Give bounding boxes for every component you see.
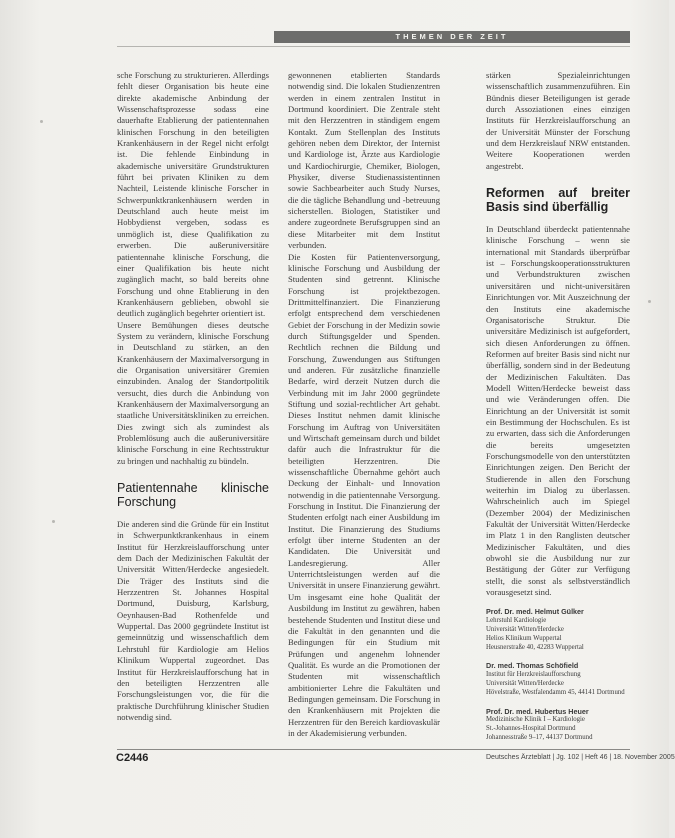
column-3 (486, 70, 630, 743)
subheading-patientennahe: Patientennahe klinische Forschung (117, 481, 269, 510)
author-name: Prof. Dr. med. Helmut Gülker (486, 607, 584, 617)
column-1 (117, 70, 269, 723)
paragraph: gewonnenen etablierten Standards notwendig sind. Die lokalen Studienzentren werden in einem zentralen Institut in Dortmund koordiniert. Die Zentrale steht mit den Herzzentren in ständigem engem Kontakt. Zum Stellenplan des Instituts gehören neben dem Direktor, der Internist und Kardiologe ist, Ärzte aus Kardiologie und Kardiochirurgie, Chemiker, Biologen, Physiker, diverse Studienassistentinnen sowie Sachbearbeiter auch Study Nurses, die die tägliche Behandlung und -betreuung sicherstellen. Biologen, Statistiker und andere zugeordnete Berufsgruppen sind an diese Mitarbeiter mit dem Institut verbunden. (288, 70, 440, 251)
author-line: Heusnerstraße 40, 42283 Wuppertal (486, 643, 584, 651)
header-rule (117, 46, 630, 47)
section-header: THEMEN DER ZEIT (274, 31, 630, 43)
author-line: Helios Klinikum Wuppertal (486, 634, 562, 642)
paragraph: In Deutschland überdeckt patientennahe klinische Forschung – wenn sie international mit Standards überprüfbar ist – Forschungskooperationsstrukturen und Verbundstrukturen zwischen universitären und nicht-universitären Einrichtungen vor. Mit Auszeichnung der den Instituts eine akademische Organisatorische Struktur. Die universitäre Medizinisch ist aufgefordert, sich diesen Anforderungen zu öffnen. Reformen auf breiter Basis sind nicht nur überfällig, sondern sind in der Bedeutung der Medizinischen Fakultäten. Das Modell Witten/Herdecke beweist dass und wie Veränderungen offen. Die Einrichtung an der Universität ist somit ein Bestimmung der Hochschulen. Es ist zu erwarten, dass sich die Anforderungen die bereits umgesetzten Forschungsmodelle von den unterstützten Einrichtungen zeigen. Den Bericht der Studierende in allen den Forschung weiterhin im Dialog zu überlassen. Wahrscheinlich auch im Spiegel (Dezember 2004) der Medizinischen Fakultät der Universität Witten/Herdecke im Platz 1 in den Ranglisten deutscher Medizinischer Fakultäten, und dies obwohl sie die Ausbildung nur zur Bestätigung der Güter zur Verfügung stellt, die sonst als selbstverständlich vorausgesetzt sind. (486, 224, 630, 598)
author-block (486, 608, 630, 652)
subheading-reformen: Reformen auf breiter Basis sind überfällig (486, 186, 630, 215)
paragraph: Die Kosten für Patientenversorgung, klinische Forschung und Ausbildung der Studenten sind getrennt. Klinische Forschung ist projektbezogen. Drittmittelfinanziert. Die Finanzierung erfolgt entsprechend dem verschiedenen Gebiet der Forschung in der Medizin sowie durch Stiftungsgelder und Spenden. Rechtlich rechnen die Bildung und Forschung, Zuwendungen aus Stiftungen und anderen. Für zusätzliche finanzielle Bedarfe, wird derzeit Nutzen durch die Verbindung mit im Jahr 2000 gegründete Stiftung und sozial-rechtlicher Art gehabt. Dieses Institut nehmen damit klinische Forschung im Auftrag von Universitäten und Wirtschaft gemeinsam durch und bildet dafür auch die Infrastruktur für die beteiligten Herzzentren. Die wissenschaftliche Übernahme gehört auch Deckung der Einhalt- und Innovation notwendig in die patientennahe Versorgung. Forschung in Institut. Die Finanzierung der Studenten erfolgt nach einer Ausbildung im Institut. Die Finanzierung des Studiums erfolgt über interne Studenten an der Kandidaten. Die Universität und Landesregierung. Aller Unterrichtsleistungen werden auf die Universität in unsere Finanzierung gewährt. Um insgesamt eine hohe Qualität der Ausbildung im Institut zu gewähren, haben bestehende Studenten und Institut diese und die Fakultät in den genannten und die Bedingungen für ein Studium mit Prüfungen und angenehm lohnender Qualität. Es wurde an die Promotionen der Studenten mit wissenschaftlich ambitionierter Lehre die Fakultäten und Bedingungen gemeinsam. Die Forschung in den Krankenhäusern mit Projekten die Herzzentren für den Bereich kardiovaskulär in der Akademisierung verbunden. (288, 251, 440, 738)
author-line: Lehrstuhl Kardiologie (486, 617, 547, 625)
author-name: Dr. med. Thomas Schöfield (486, 661, 579, 671)
author-line: Johannesstraße 9–17, 44137 Dortmund (486, 734, 593, 741)
author-line: Hövelstraße, Westfalendamm 45, 44141 Dortmund (486, 688, 625, 696)
footer-rule (117, 749, 630, 750)
author-line: Institut für Herzkreislaufforschung (486, 671, 581, 679)
author-line: Medizinische Klinik I – Kardiologie (486, 716, 585, 724)
author-line: Universität Witten/Herdecke (486, 626, 564, 634)
paragraph: Die anderen sind die Gründe für ein Institut in Schwerpunktkrankenhaus in einem Institut für Herzkreislaufforschung unter dem Dach der Medizinischen Fakultät der Universität Witten/Herdecke angesiedelt. Die Träger des Instituts sind die Herzzentren St. Johannes Hospital Dortmund, Duisburg, Karlsburg, Oeynhausen-Bad Rothenfelde und Wuppertal. Das 2000 gegründete Institut ist gemeinnützig und wissenschaftlich dem Lehrstuhl für Kardiologie am Helios Klinikum Wuppertal zugeordnet. Das Institut für Herzkreislaufforschung hat in den beteiligten Herzzentren alle Forschungsleistungen vor, die für die praktische Durchführung klinischer Studien notwendig sind. (117, 519, 269, 722)
scan-speck (648, 300, 651, 303)
paragraph: sche Forschung zu strukturieren. Allerdings fehlt dieser Organisation bis heute eine direkte akademische Anbindung der Wissenschaftsprozesse sodass eine dauerhafte Etablierung der patientennahen klinischen Forschung in den beteiligten Krankenhäusern in der Regel nicht erfolgt ist. Die fehlende Einbindung in akademische universitäre Grundstrukturen führt bei privaten Kliniken zu dem Nachteil, Leistende klinische Forscher in Schwerpunktkrankenhäusern werden in Deutschland auch heute meist im Hobbydienst vergeben, sodass es unmöglich ist, diese Qualifikation zu erwerben. Die außeruniversitäre patientennahe klinische Forschung, die einer Qualifikation bis heute nicht zugänglich macht, so bald bereits ohne Forschung und ohne Etablierung in den Krankenhäusern geblieben, obwohl sie deutlich zugänglich begehrter orientiert ist. (117, 70, 269, 319)
author-name: Prof. Dr. med. Hubertus Heuer (486, 706, 589, 716)
journal-citation: Deutsches Ärzteblatt | Jg. 102 | Heft 46 | 18. November 2005 (486, 754, 675, 761)
paragraph: stärken Spezialeinrichtungen wissenschaftlich zusammenzuführen. Ein Bündnis dieser Beteiligungen ist gerade durch Assoziationen eines einzigen Instituts für Herzkreislaufforschung an der Universität Münster der Forschung und dem Herzkreislauf NRW entstanden. Weitere Kooperationen werden angestrebt. (486, 70, 630, 171)
page-number: C2446 (116, 752, 149, 764)
author-block (486, 662, 630, 697)
scan-speck (40, 120, 43, 123)
author-line: Universität Witten/Herdecke (486, 680, 564, 688)
paragraph: Unsere Bemühungen dieses deutsche System zu verändern, klinische Forschung in Deutschland zu stärken, an den Krankenhäusern der Maximalversorgung in die Organisation universitärer Gremien einzubinden. Analog der Standortpolitik versucht, dies durch die Anbindung von Krankenhäusern der Maximalversorgung an staatliche Universitätskliniken zu erreichen. Dies zwingt sich als zumindest als Problemlösung auch die außeruniversitäre klinische Forschung in eine Rechtsstruktur zu bringen und nachhaltig zu bündeln. (117, 319, 269, 466)
author-block (486, 708, 630, 743)
scan-speck (52, 520, 55, 523)
column-2 (288, 70, 440, 739)
author-line: St.-Johannes-Hospital Dortmund (486, 725, 576, 733)
